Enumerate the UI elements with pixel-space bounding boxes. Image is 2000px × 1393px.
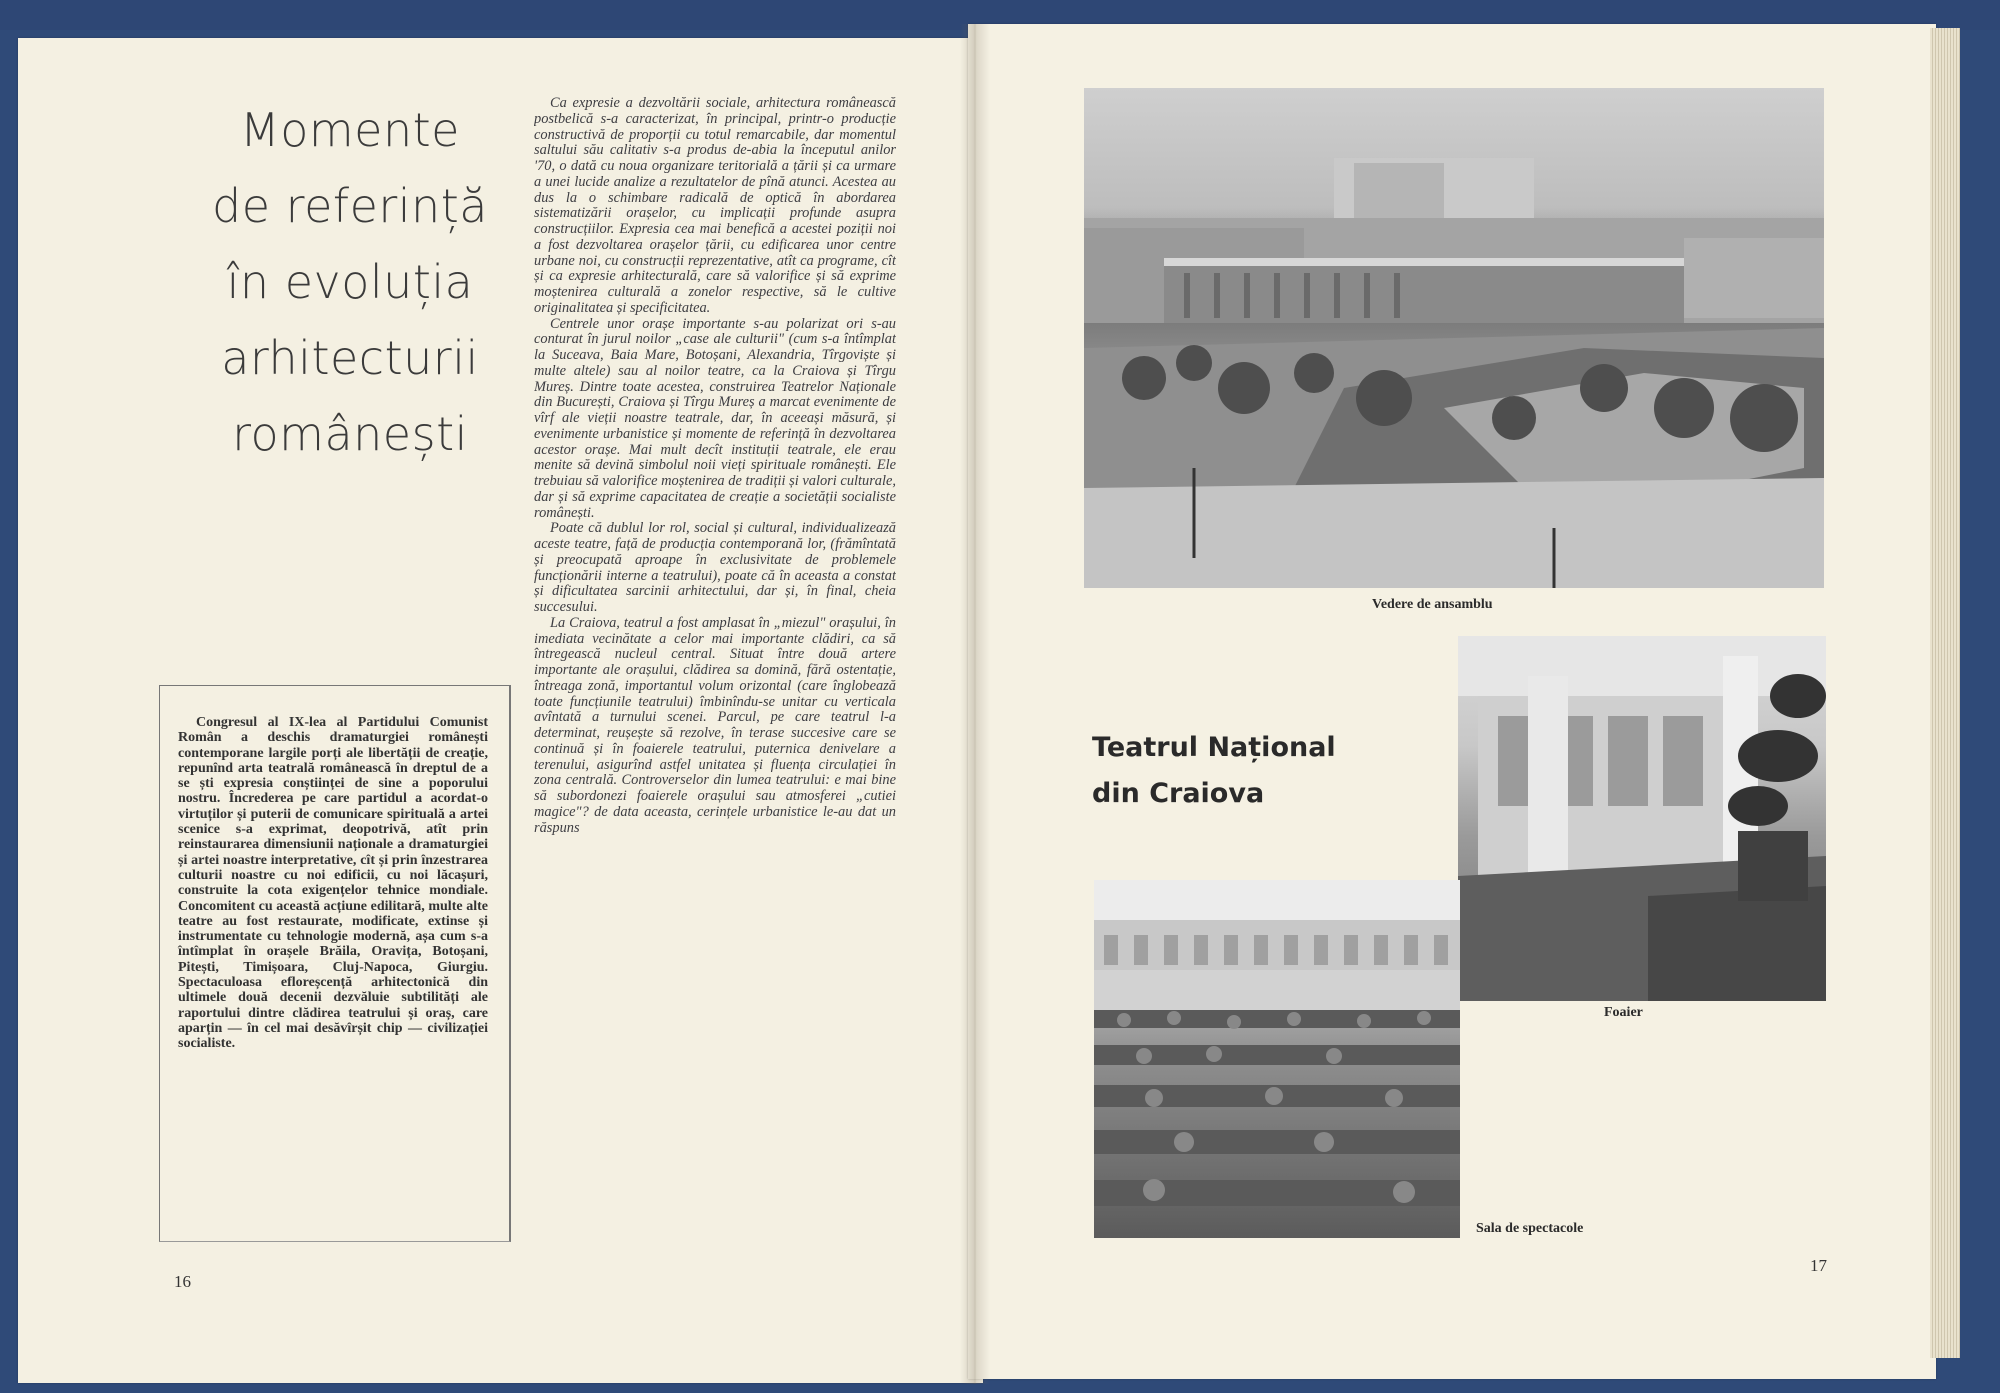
headline-line: de referință — [212, 179, 488, 233]
article-body — [534, 96, 896, 1246]
theatre-title — [1092, 725, 1392, 817]
article-headline — [180, 92, 520, 472]
headline-line: arhitecturii — [221, 331, 479, 385]
body-paragraph: La Craiova, teatrul a fost amplasat în „miezul" orașului, în imediata vecinătate a celor mai importante clădiri, ca să întregească nucleul central. Situat între două artere importante ale orașului, clădirea sa domină, fără ostentație, întreaga zonă, importantul volum orizontal (care înglobează toate funcțiunile teatrului) îmbinîndu-se unitar cu verticala avîntată a turnului scenei. Parcul, pe care teatrul l-a determinat, reușește să rezolve, în terase succesive care se continuă și în foaierele teatrului, puternica denivelare a terenului, asigurînd astfel unitatea și fluența circulației în zona centrală. Controverselor din lumea teatrului: e mai bine să subordonezi foaierele orașului sau atmosferei „cutiei magice"? de data aceasta, cerințele urbanistice le-au dat un răspuns — [534, 614, 896, 836]
sidebar-text — [178, 715, 488, 1052]
theatre-title-line: din Craiova — [1092, 778, 1265, 809]
sidebar-paragraph: Congresul al IX-lea al Partidului Comunist Român a deschis dramaturgiei românești contemporane largile porți ale libertății de creație, repunînd arta teatrală românească în dreptul de a se ști expresia conștiinței de sine a poporului nostru. Încrederea pe care partidul a acordat-o virtuților și puterii de comunicare spirituală a artei scenice s-a exprimat, deopotrivă, atît prin reinstaurarea dimensiunii naționale a dramaturgiei și artei noastre interpretative, cît și prin înzestrarea culturii noastre cu noi edificii, cu noi lăcașuri, construite la cota exigențelor tehnice mondiale. Concomitent cu această acțiune edilitară, multe alte teatre au fost restaurate, modificate, extinse și instrumentate cu tehnologie modernă, așa cum s-a întîmplat în orașele Brăila, Oravița, Botoșani, Pitești, Timișoara, Cluj-Napoca, Giurgiu. Spectaculoasa efloreșcență arhitectonică din ultimele două decenii dezvăluie subtilități ale raportului dintre clădirea teatrului și oraș, care aparțin — în cel mai desăvîrșit chip — civilizației socialiste. — [178, 715, 488, 1052]
caption-auditorium: Sala de spectacole — [1476, 1221, 1584, 1236]
photo-foyer — [1458, 636, 1826, 1001]
page-number-right: 17 — [1810, 1256, 1827, 1275]
photo-auditorium-drawing — [1094, 880, 1460, 1238]
body-paragraph: Centrele unor orașe importante s-au polarizat ori s-au conturat în jurul noilor „case ale culturii" (cum s-a întîmplat la Suceava, Baia Mare, Botoșani, Alexandria, Tîrgoviște și multe altele) sau al noilor teatre, ca la Craiova și Tîrgu Mureș. Dintre toate acestea, construirea Teatrelor Naționale din București, Craiova și Tîrgu Mureș a marcat evenimente de vîrf ale vieții noastre teatrale, dar, în aceeași măsură, și evenimente urbanistice și momente de referință în dezvoltarea acestor orașe. Mai mult decît instituții teatrale, ele erau menite să devină simbolul noii vieți spirituale românești. Ele trebuiau să valorifice moștenirea de tradiții și valori culturale, dar și să exprime capacitatea de creație a societății socialiste românești. — [534, 315, 896, 521]
headline-line: românești — [232, 407, 468, 461]
body-paragraph: Poate că dublul lor rol, social și cultural, individualizează aceste teatre, față de producția contemporană lor, (frămîntată și preocupată aproape în exclusivitate de problemele funcționării interne a teatrului), poate că în aceasta a constat și dificultatea sarcinii arhitectului, dar și, în final, cheia succesului. — [534, 520, 896, 615]
body-paragraph: Ca expresie a dezvoltării sociale, arhitectura românească postbelică s-a caracterizat, în principal, printr-o producție constructivă de proporții cu totul remarcabile, dar momentul saltului său calitativ s-a produs de-abia la începutul anilor '70, o dată cu noua organizare teritorială a țării și ca urmare a unei lucide analize a rezultatelor de pînă atunci. Acestea au dus la o schimbare radicală de optică în abordarea sistematizării orașelor, cu implicații profunde asupra construcțiilor. Expresia cea mai benefică a acestei poziții noi a fost dezvoltarea orașelor țării, cu edificarea unor centre urbane noi, cu construcții reprezentative, atît ca programe, cît și ca expresie arhitecturală, care să valorifice și să exprime moștenirea culturală a zonelor respective, să le cultive originalitatea și specificitatea. — [534, 96, 896, 316]
photo-overall-view — [1084, 88, 1824, 588]
book-gutter — [960, 24, 990, 1384]
caption-foyer: Foaier — [1604, 1005, 1643, 1020]
photo-foyer-drawing — [1458, 636, 1826, 1001]
photo-overall-view-drawing — [1084, 88, 1824, 588]
page-number-left: 16 — [174, 1272, 191, 1291]
headline-line: Momente — [240, 103, 460, 157]
theatre-title-line: Teatrul Național — [1092, 732, 1336, 763]
headline-line: în evoluția — [226, 255, 474, 309]
photo-auditorium — [1094, 880, 1460, 1238]
caption-overall-view: Vedere de ansamblu — [1372, 597, 1493, 612]
page-edges — [1930, 28, 1960, 1358]
